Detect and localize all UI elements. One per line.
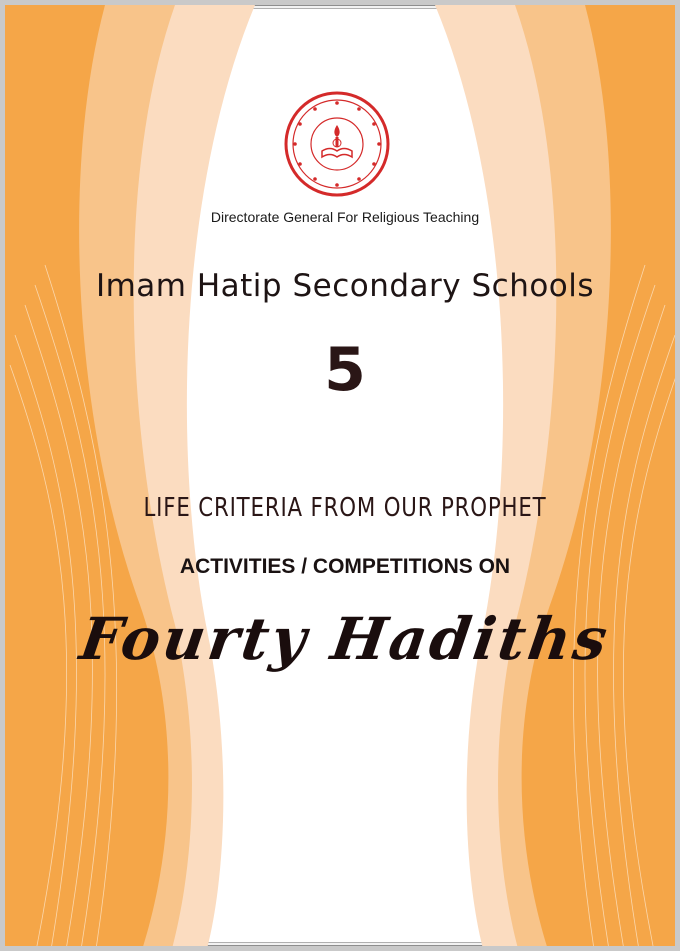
book-title: Fourty Hadiths [75,605,615,673]
school-title: Imam Hatip Secondary Schools [95,268,595,304]
activities-heading: ACTIVITIES / COMPETITIONS ON [179,555,511,578]
ministry-seal-icon [284,91,390,197]
grade-number: 5 [324,335,366,405]
directorate-title: Directorate General For Religious Teaching [210,209,480,225]
criteria-heading: LIFE CRITERIA FROM OUR PROPHET [143,493,547,523]
